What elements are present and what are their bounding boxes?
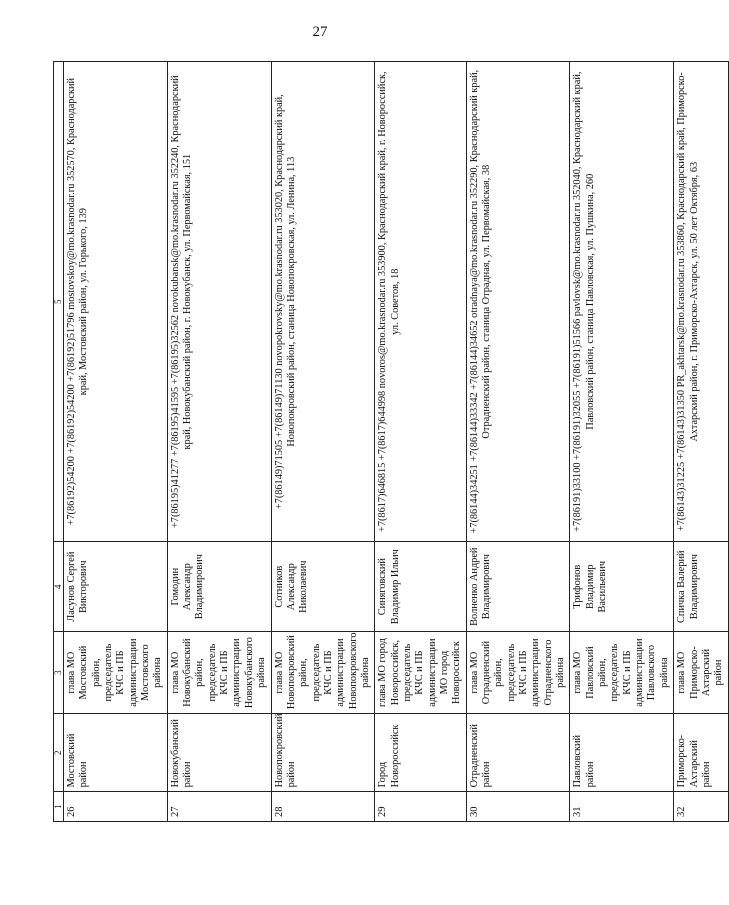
district-name: Новопокровский район: [271, 714, 375, 792]
contact-details: +7(86192)54200 +7(86192)54200 +7(86192)51796 mostovskoy@mo.krasnodar.ru 352570, Краснодарский край, Мостовский район, ул. Горького, 139: [64, 62, 168, 542]
district-name: Приморско-Ахтарский район: [674, 714, 728, 792]
contact-details: +7(86149)71505 +7(86149)71130 novopokrovsky@mo.krasnodar.ru 353020, Краснодарский край, Новопокровский район, станица Новопокровская, ул. Ленина, 113: [271, 62, 375, 542]
contact-details: +7(86143)31225 +7(86143)31350 PR_akhtarsk@mo.krasnodar.ru 353860, Краснодарский край, Приморско-Ахтарский район, г. Приморско-Ахтарск, ул. 50 лет Октября, 63: [674, 62, 728, 542]
column-number: 4: [54, 542, 64, 632]
page-number: 27: [312, 24, 328, 40]
official-name: Волненко Андрей Владимирович: [466, 542, 570, 632]
column-number: 2: [54, 714, 64, 792]
official-position: глава МО Мостовский район, председатель КЧС и ПБ администрации Мостовского района: [64, 632, 168, 714]
table-row: [375, 62, 466, 822]
official-position: глава МО Павловский район, председатель КЧС и ПБ администрации Павловского района: [570, 632, 674, 714]
table-row: [570, 62, 674, 822]
officials-table: [53, 61, 729, 822]
district-name: Павловский район: [570, 714, 674, 792]
official-position: глава МО Отрадненский район, председатель КЧС и ПБ администрации Отрадненского района: [466, 632, 570, 714]
table-row: [674, 62, 728, 822]
district-name: Мостовский район: [64, 714, 168, 792]
table-row: [271, 62, 375, 822]
table-row: [167, 62, 271, 822]
official-name: Сотников Александр Николаевич: [271, 542, 375, 632]
official-position: глава МО Новокубанский район, председатель КЧС и ПБ администрации Новокубанского района: [167, 632, 271, 714]
official-name: Трифонов Владимир Васильевич: [570, 542, 674, 632]
row-number: 32: [674, 792, 728, 822]
official-position: глава МО город Новороссийск, председатель КЧС и ПБ администрации МО город Новороссийск: [375, 632, 466, 714]
column-number: 3: [54, 632, 64, 714]
district-name: Новокубанский район: [167, 714, 271, 792]
column-number-row: [54, 62, 64, 822]
column-number: 1: [54, 792, 64, 822]
officials-table-rotated: [53, 61, 725, 822]
row-number: 26: [64, 792, 168, 822]
contact-details: +7(8617)646815 +7(8617)644998 novoros@mo.krasnodar.ru 353900, Краснодарский край, г. Новороссийск, ул. Советов, 18: [375, 62, 466, 542]
column-number: 5: [54, 62, 64, 542]
district-name: Отрадненский район: [466, 714, 570, 792]
table-row: [64, 62, 168, 822]
district-name: Город Новороссийск: [375, 714, 466, 792]
row-number: 30: [466, 792, 570, 822]
official-position: глава МО Приморско-Ахтарский район: [674, 632, 728, 714]
official-name: Гомодин Александр Владимирович: [167, 542, 271, 632]
table-row: [466, 62, 570, 822]
row-number: 27: [167, 792, 271, 822]
row-number: 29: [375, 792, 466, 822]
contact-details: +7(86191)33100 +7(86191)32055 +7(86191)51566 pavlovsk@mo.krasnodar.ru 352040, Краснодарский край, Павловский район, станица Павловская, ул. Пушкина, 260: [570, 62, 674, 542]
official-name: Ласунов Сергей Викторович: [64, 542, 168, 632]
row-number: 31: [570, 792, 674, 822]
official-position: глава МО Новопокровский район, председатель КЧС и ПБ администрации Новопокровского района: [271, 632, 375, 714]
contact-details: +7(86195)41277 +7(86195)41595 +7(86195)32562 novokubansk@mo.krasnodar.ru 352240, Краснодарский край, Новокубанский район, г. Новокубанск, ул. Первомайская, 151: [167, 62, 271, 542]
official-name: Спичка Валерий Владимирович: [674, 542, 728, 632]
official-name: Синяговский Владимир Ильич: [375, 542, 466, 632]
contact-details: +7(86144)34251 +7(86144)33342 +7(86144)34652 otradnaya@mo.krasnodar.ru 352290, Краснодарский край, Отрадненский район, станица Отрадная, ул. Первомайская, 38: [466, 62, 570, 542]
row-number: 28: [271, 792, 375, 822]
